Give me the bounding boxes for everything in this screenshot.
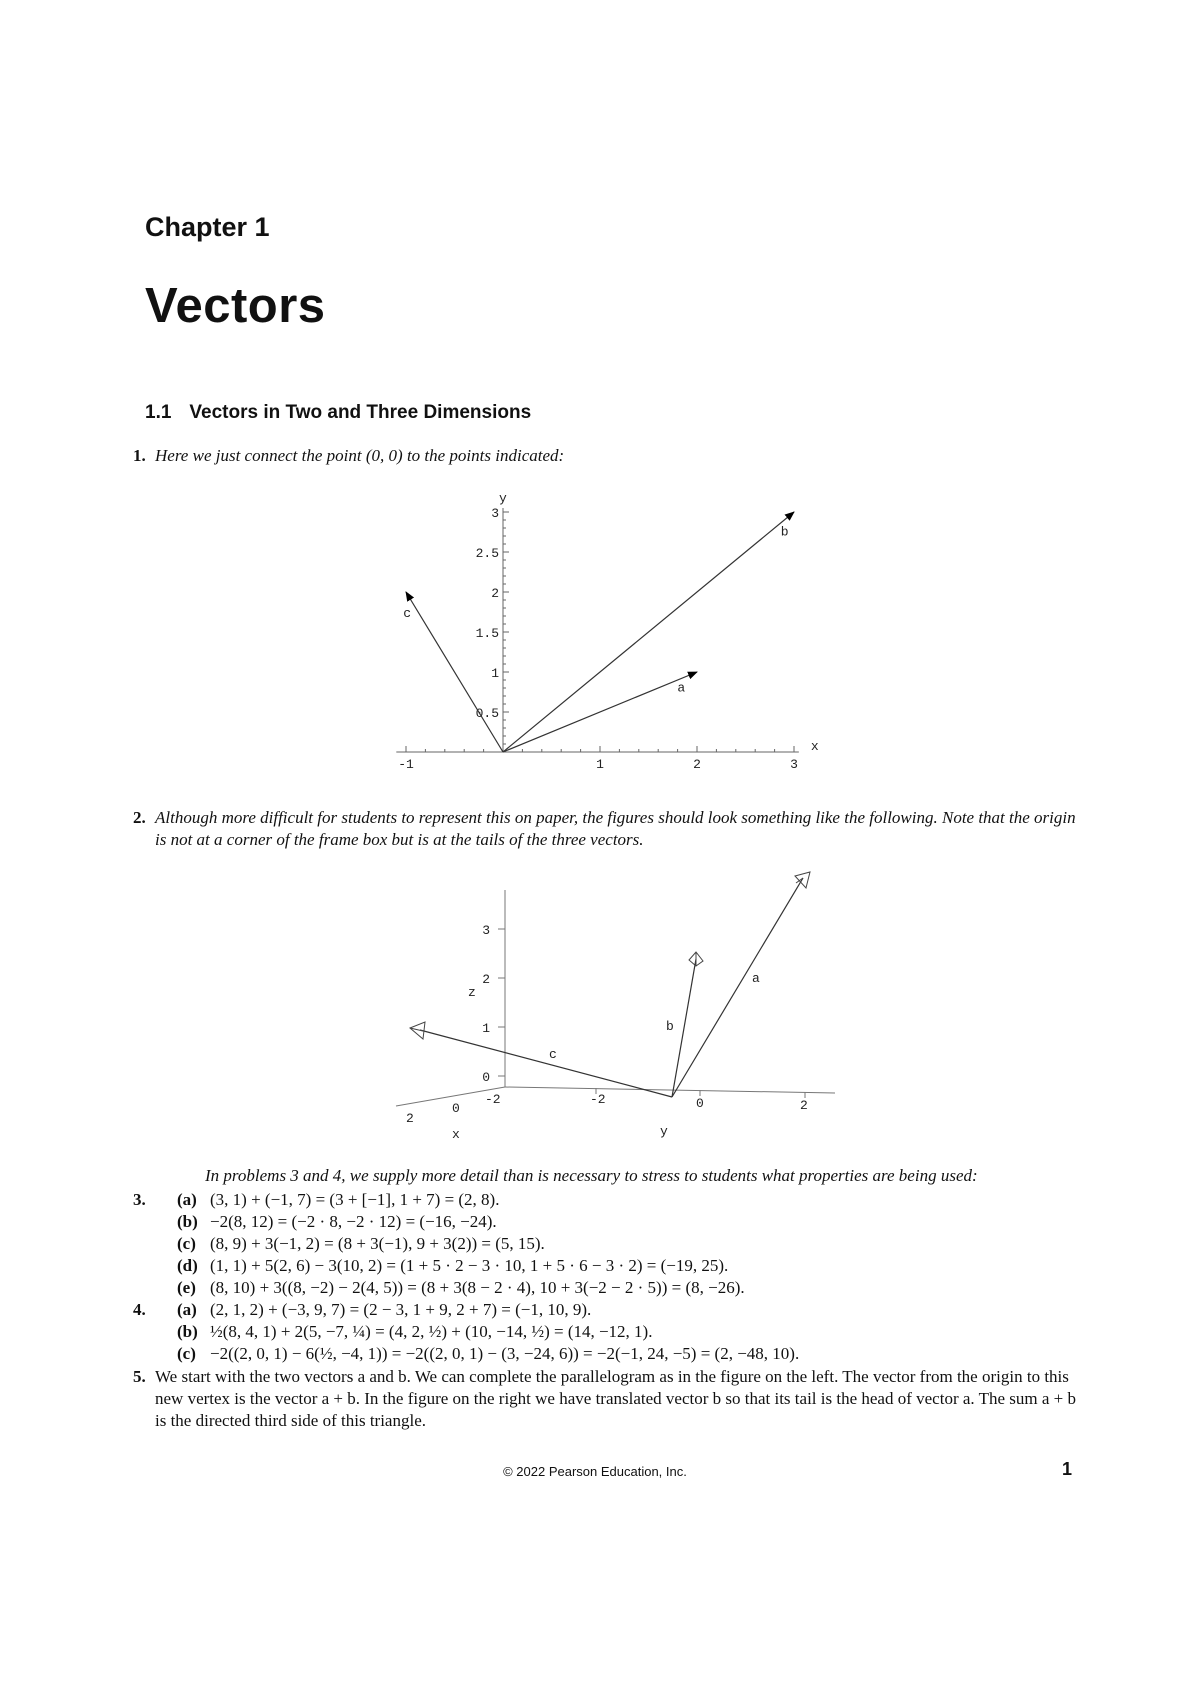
y-tick-label: 1.5 — [475, 626, 499, 641]
part-expression: (8, 9) + 3(−1, 2) = (8 + 3(−1), 9 + 3(2)) = (5, 15). — [210, 1234, 545, 1253]
part-expression: −2(8, 12) = (−2 · 8, −2 · 12) = (−16, −24). — [210, 1212, 497, 1231]
z-axis-label: z — [468, 985, 476, 1000]
part-expression: −2((2, 0, 1) − 6(½, −4, 1)) = −2((2, 0, 1) − (3, −24, 6)) = −2(−1, 24, −5) = (2, −48, 10). — [210, 1344, 800, 1363]
x-tick-label: -1 — [398, 757, 414, 772]
x-tick-label: 0 — [452, 1101, 460, 1116]
figure-3d-vectors — [380, 855, 840, 1145]
part-label: (a) — [177, 1190, 197, 1209]
section-title: Vectors in Two and Three Dimensions — [189, 402, 532, 423]
problem-number: 4. — [133, 1300, 146, 1319]
section-heading — [145, 402, 531, 424]
vector-b-head — [689, 952, 703, 966]
x-tick-label: -2 — [485, 1092, 501, 1107]
part-row — [155, 1343, 1085, 1365]
y-tick-label: 1 — [491, 666, 499, 681]
axes — [396, 491, 819, 772]
z-tick-label: 2 — [482, 972, 490, 987]
part-expression: (8, 10) + 3((8, −2) − 2(4, 5)) = (8 + 3(8 − 2 · 4), 10 + 3(−2 − 2 · 5)) = (8, −26). — [210, 1278, 745, 1297]
vector-b-label: b — [666, 1019, 674, 1034]
chapter-label: Chapter 1 — [145, 212, 270, 242]
problem-5 — [133, 1366, 1085, 1432]
vector-c-label: c — [549, 1047, 557, 1062]
y-tick-label: 2.5 — [475, 546, 499, 561]
figure-2d-vectors — [380, 480, 840, 780]
x-tick-label: 2 — [693, 757, 701, 772]
vector-c-head — [410, 1022, 425, 1039]
vector-c-label: c — [403, 606, 412, 622]
vector-c — [420, 1030, 672, 1097]
vector-b — [503, 512, 794, 752]
problem-text: Although more difficult for students to represent this on paper, the figures should look something like the following. Note that the origin is not at a corner of the frame box but is at the tails of the three vectors. — [155, 808, 1076, 849]
vectors — [403, 512, 794, 752]
y-tick-label: 3 — [491, 506, 499, 521]
problem-1 — [133, 445, 1085, 467]
part-row — [155, 1233, 1085, 1255]
part-label: (b) — [177, 1212, 198, 1231]
part-label: (c) — [177, 1344, 196, 1363]
copyright-footer: © 2022 Pearson Education, Inc. — [503, 1464, 687, 1479]
intro-problems-3-4: In problems 3 and 4, we supply more detail than is necessary to stress to students what properties are being used: — [205, 1166, 978, 1185]
z-tick-label: 0 — [482, 1070, 490, 1085]
chapter-title: Vectors — [145, 279, 326, 333]
part-row — [133, 1189, 1085, 1211]
problem-number: 5. — [133, 1367, 146, 1386]
problem-text: We start with the two vectors a and b. We can complete the parallelogram as in the figure on the left. The vector from the origin to this new vertex is the vector a + b. In the figure on the right we have translated vector b so that its tail is the head of vector a. The sum a + b is the directed third side of this triangle. — [155, 1367, 1076, 1430]
z-tick-label: 1 — [482, 1021, 490, 1036]
vector-a-label: a — [752, 971, 760, 986]
y-axis-label: y — [499, 491, 507, 506]
section-number: 1.1 — [145, 402, 172, 423]
problem-number: 3. — [133, 1190, 146, 1209]
page-number: 1 — [1062, 1459, 1073, 1479]
part-expression: (2, 1, 2) + (−3, 9, 7) = (2 − 3, 1 + 9, 2 + 7) = (−1, 10, 9). — [210, 1300, 592, 1319]
part-label: (c) — [177, 1234, 196, 1253]
problem-4 — [133, 1299, 1085, 1365]
x-axis-label: x — [452, 1127, 460, 1142]
vector-a — [503, 672, 697, 752]
problem-number: 2. — [133, 808, 146, 827]
problem-text: Here we just connect the point (0, 0) to the points indicated: — [155, 446, 565, 465]
x-axis-label: x — [810, 739, 819, 754]
part-expression: ½(8, 4, 1) + 2(5, −7, ¼) = (4, 2, ½) + (10, −14, ½) = (14, −12, 1). — [210, 1322, 653, 1341]
y-axis — [505, 1087, 835, 1093]
y-tick-label: 0.5 — [475, 706, 499, 721]
part-label: (a) — [177, 1300, 197, 1319]
part-label: (d) — [177, 1256, 198, 1275]
part-expression: (1, 1) + 5(2, 6) − 3(10, 2) = (1 + 5 · 2 − 3 · 10, 1 + 5 · 6 − 3 · 2) = (−19, 25). — [210, 1256, 729, 1275]
vector-a-label: a — [677, 680, 686, 696]
part-row — [155, 1321, 1085, 1343]
part-row — [133, 1299, 1085, 1321]
vector-c — [406, 592, 503, 752]
x-tick-label: 3 — [790, 757, 798, 772]
y-tick-label: 2 — [800, 1098, 808, 1113]
y-tick-label: 2 — [491, 586, 499, 601]
part-label: (b) — [177, 1322, 198, 1341]
part-row — [155, 1277, 1085, 1299]
problem-number: 1. — [133, 446, 146, 465]
problem-3 — [133, 1189, 1085, 1299]
part-row — [155, 1255, 1085, 1277]
x-tick-label: 2 — [406, 1111, 414, 1126]
problem-2 — [133, 807, 1085, 851]
part-row — [155, 1211, 1085, 1233]
y-tick-label: 0 — [696, 1096, 704, 1111]
part-label: (e) — [177, 1278, 196, 1297]
z-tick-label: 3 — [482, 923, 490, 938]
y-tick-label: -2 — [590, 1092, 606, 1107]
x-tick-label: 1 — [596, 757, 604, 772]
vector-b-label: b — [780, 524, 789, 540]
part-expression: (3, 1) + (−1, 7) = (3 + [−1], 1 + 7) = (2, 8). — [210, 1190, 500, 1209]
y-axis-label: y — [660, 1124, 668, 1139]
